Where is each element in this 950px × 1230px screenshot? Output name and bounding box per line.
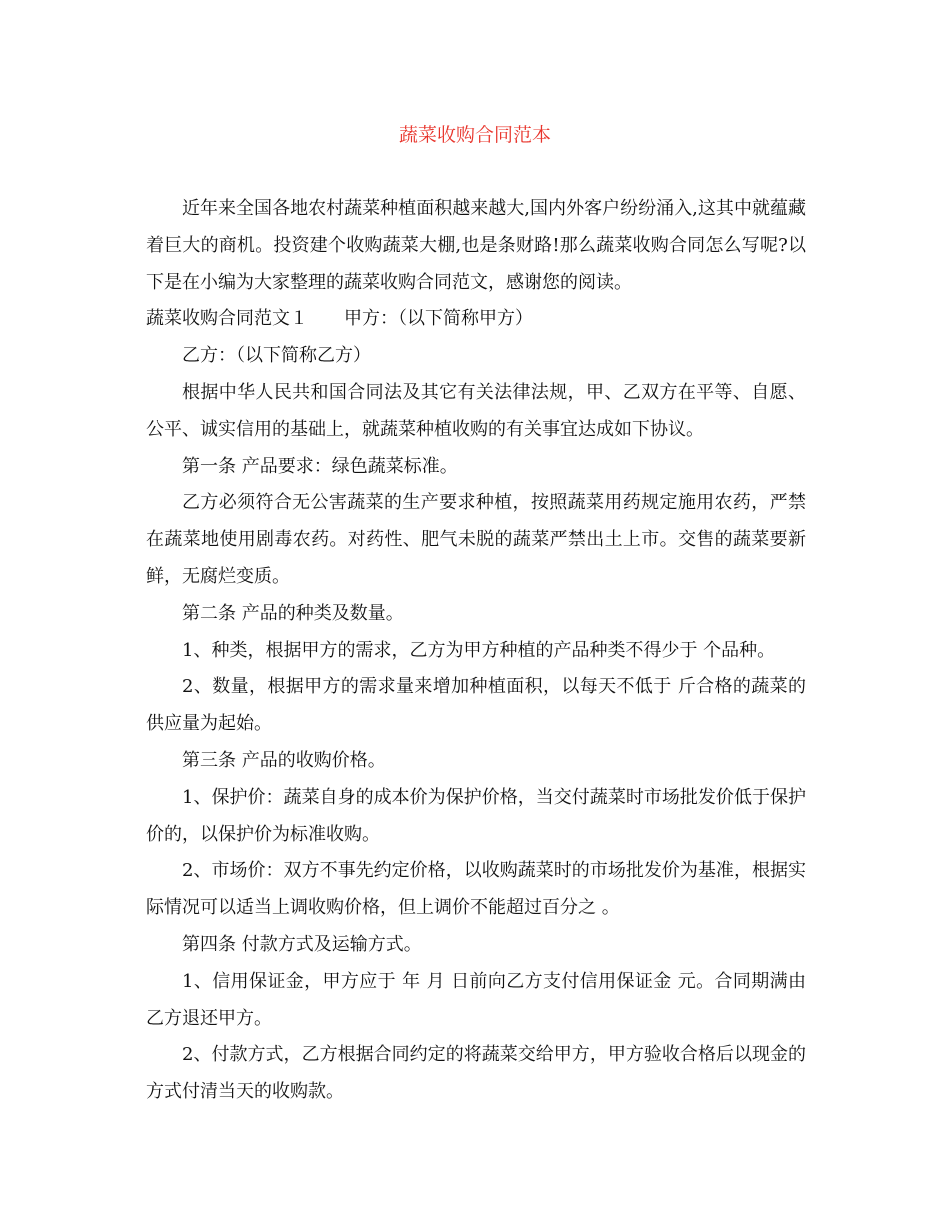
article-4-item-1: 1、信用保证金，甲方应于 年 月 日前向乙方支付信用保证金 元。合同期满由乙方退还甲方。 (146, 970, 806, 1029)
party-b-line: 乙方：（以下简称乙方） (182, 345, 371, 367)
article-3-item-2: 2、市场价：双方不事先约定价格，以收购蔬菜时的市场批发价为基准，根据实际情况可以适当上调收购价格，但上调价不能超过百分之 。 (146, 860, 806, 919)
sample-heading: 蔬菜收购合同范文１ (146, 308, 308, 330)
sample-heading-line (146, 301, 806, 338)
article-4-item-2: 2、付款方式，乙方根据合同约定的将蔬菜交给甲方，甲方验收合格后以现金的方式付清当天的收购款。 (146, 1044, 806, 1103)
party-a-line: 甲方：（以下简称甲方） (344, 308, 533, 330)
article-1-title: 第一条 产品要求：绿色蔬菜标准。 (182, 455, 458, 477)
intro-paragraph: 近年来全国各地农村蔬菜种植面积越来越大,国内外客户纷纷涌入,这其中就蕴藏着巨大的商机。投资建个收购蔬菜大棚,也是条财路!那么蔬菜收购合同怎么写呢?以下是在小编为大家整理的蔬菜收购合同范文，感谢您的阅读。 (146, 198, 806, 293)
document-title: 蔬菜收购合同范本 (398, 124, 551, 146)
article-2-item-1: 1、种类，根据甲方的需求，乙方为甲方种植的产品种类不得少于 个品种。 (182, 639, 776, 661)
preamble-paragraph: 根据中华人民共和国合同法及其它有关法律法规，甲、乙双方在平等、自愿、公平、诚实信用的基础上，就蔬菜种植收购的有关事宜达成如下协议。 (146, 381, 806, 440)
article-2-item-2: 2、数量，根据甲方的需求量来增加种植面积，以每天不低于 斤合格的蔬菜的供应量为起始。 (146, 676, 806, 735)
article-3-item-1: 1、保护价：蔬菜自身的成本价为保护价格，当交付蔬菜时市场批发价低于保护价的，以保护价为标准收购。 (146, 786, 806, 845)
document-body (146, 191, 806, 1111)
article-2-title: 第二条 产品的种类及数量。 (182, 602, 404, 624)
article-4-title: 第四条 付款方式及运输方式。 (182, 933, 422, 955)
article-1-body: 乙方必须符合无公害蔬菜的生产要求种植，按照蔬菜用药规定施用农药，严禁在蔬菜地使用剧毒农药。对药性、肥气未脱的蔬菜严禁出土上市。交售的蔬菜要新鲜，无腐烂变质。 (146, 492, 806, 587)
article-3-title: 第三条 产品的收购价格。 (182, 749, 386, 771)
